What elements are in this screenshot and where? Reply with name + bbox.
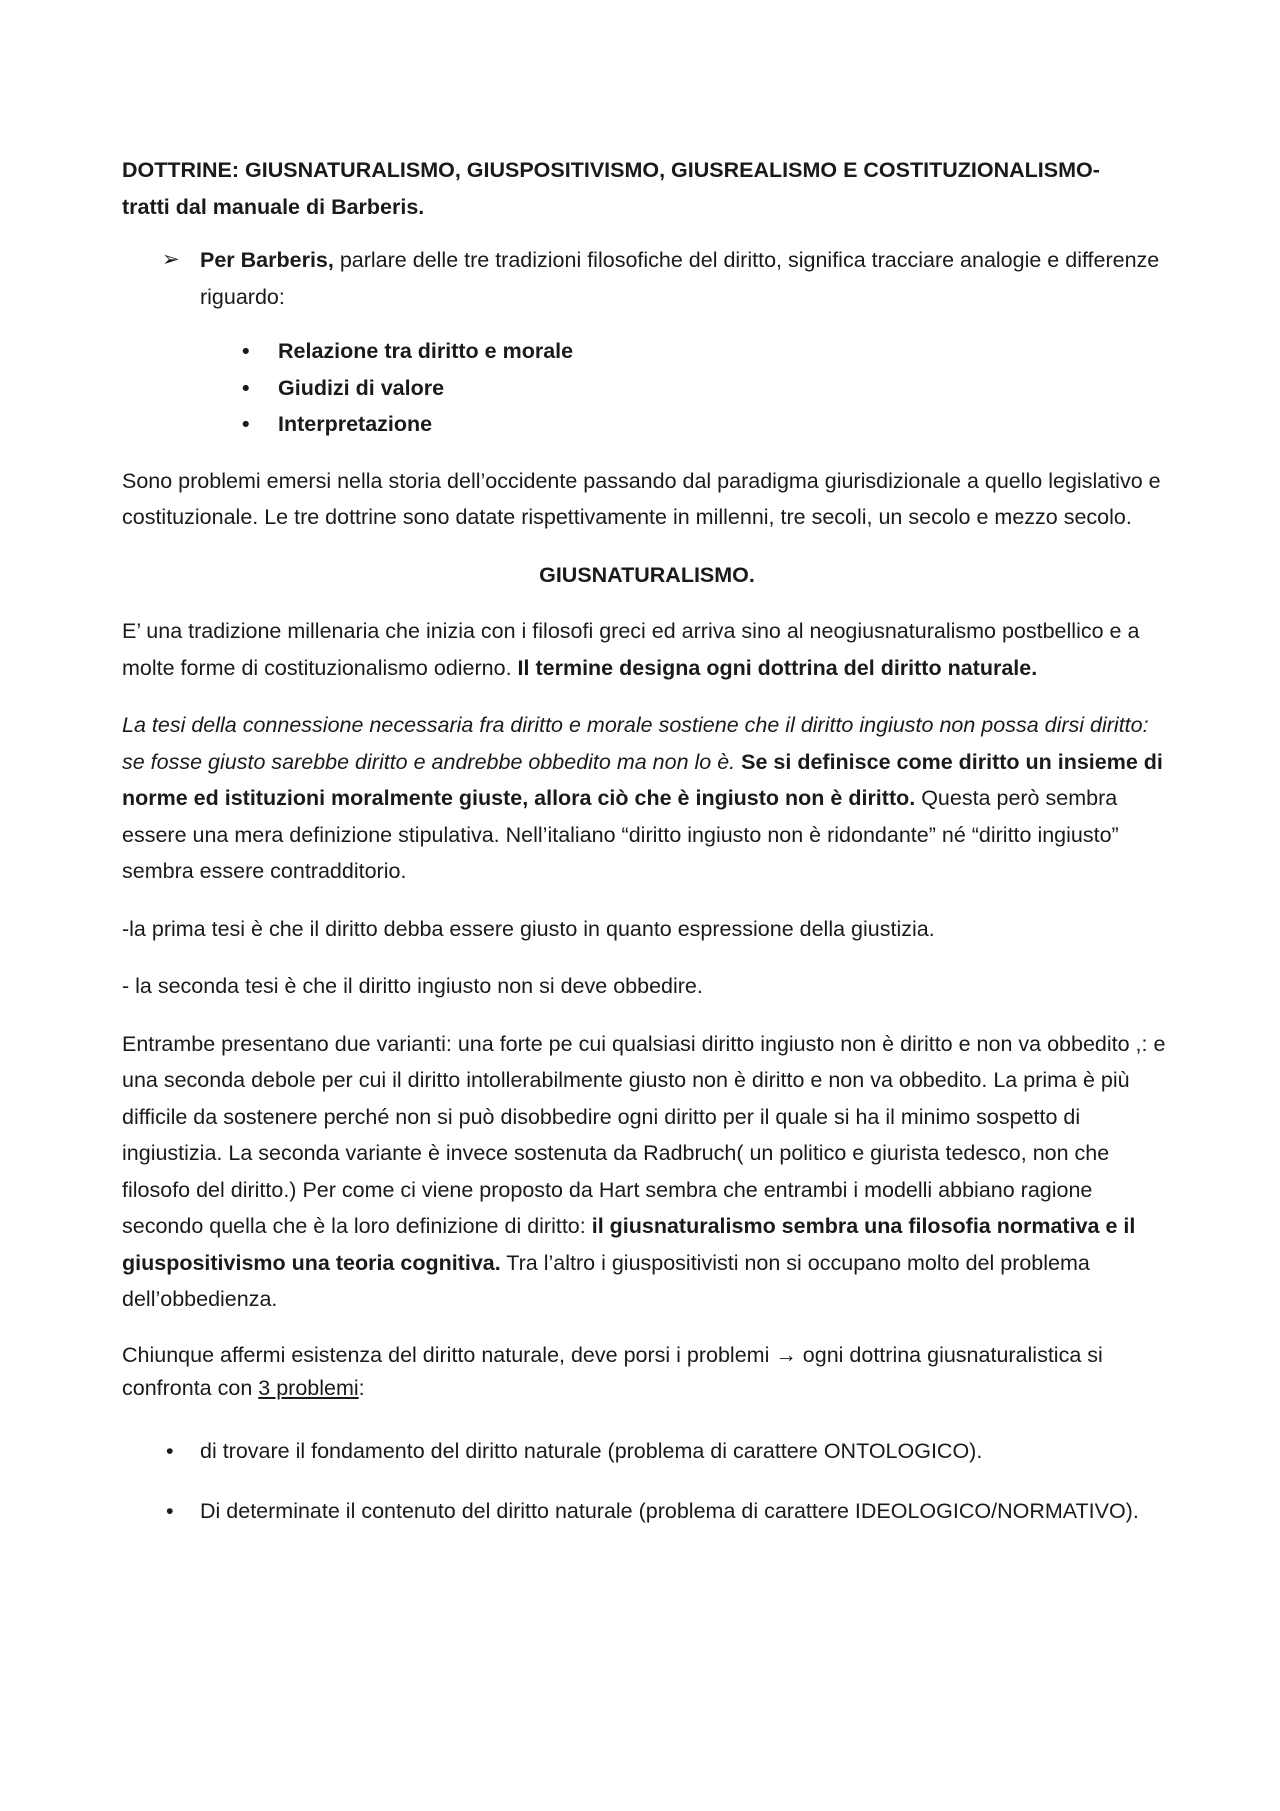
list-item-text: Relazione tra diritto e morale bbox=[278, 339, 574, 363]
paragraph-first-thesis: -la prima tesi è che il diritto debba essere giusto in quanto espressione della giustizia. bbox=[122, 916, 935, 941]
varianti-bold: il giusnaturalismo sembra una filosofia normativa e il giuspositivismo una teoria cognitiva. bbox=[122, 1214, 1136, 1275]
chiunque-text-2: ogni dottrina giusnaturalistica si confronta con bbox=[122, 1342, 1103, 1400]
document-title bbox=[122, 152, 1172, 225]
intro-lead: Per Barberis, bbox=[200, 248, 334, 272]
intro-text bbox=[200, 248, 1159, 309]
list-item bbox=[242, 370, 1172, 407]
varianti-tail: Tra l’altro i giuspositivisti non si occupano molto del problema dell’obbedienza. bbox=[122, 1250, 1090, 1311]
section-heading: GIUSNATURALISMO. bbox=[539, 562, 755, 587]
list-item-text: Giudizi di valore bbox=[278, 375, 445, 400]
bullet-icon: • bbox=[242, 375, 250, 400]
list-item-text: Interpretazione bbox=[278, 412, 433, 436]
list-item-text: Di determinate il contenuto del diritto naturale (problema di carattere IDEOLOGICO/NORMATIVO). bbox=[200, 1499, 1139, 1523]
list-item bbox=[242, 333, 1172, 370]
list-item-text: di trovare il fondamento del diritto naturale (problema di carattere ONTOLOGICO). bbox=[200, 1438, 983, 1463]
chiunque-underlined: 3 problemi bbox=[258, 1375, 359, 1400]
tradition-text: E’ una tradizione millenaria che inizia con i filosofi greci ed arriva sino al neogiusnaturalismo postbellico e a molte forme di costituzionalismo odierno. bbox=[122, 619, 1140, 680]
intro-topics-list bbox=[122, 333, 1172, 443]
list-item bbox=[242, 406, 1172, 443]
document-page bbox=[122, 152, 1172, 1549]
tesi-bold: Se si definisce come diritto un insieme di norme ed istituzioni moralmente giuste, allora ciò che è ingiusto non è diritto. bbox=[122, 749, 1163, 810]
title-line-1: DOTTRINE: GIUSNATURALISMO, GIUSPOSITIVISMO, GIUSREALISMO E COSTITUZIONALISMO- bbox=[122, 158, 1100, 182]
bullet-icon: • bbox=[242, 339, 250, 363]
intro-lead-text: parlare delle tre tradizioni filosofiche del diritto, significa tracciare analogie e differenze riguardo: bbox=[200, 248, 1160, 309]
paragraph-problems: Sono problemi emersi nella storia dell’occidente passando dal paradigma giurisdizionale a quello legislativo e costituzionale. Le tre dottrine sono datate rispettivamente in millenni, tre secoli, un secolo e mezzo secolo. bbox=[122, 468, 1161, 529]
paragraph-second-thesis: - la seconda tesi è che il diritto ingiusto non si deve obbedire. bbox=[122, 974, 703, 998]
tradition-bold: Il termine designa ogni dottrina del diritto naturale. bbox=[517, 655, 1038, 680]
list-item bbox=[166, 1495, 1172, 1528]
paragraph-tradition bbox=[122, 613, 1172, 686]
paragraph-chiunque bbox=[122, 1339, 1172, 1405]
paragraph-varianti bbox=[122, 1026, 1172, 1318]
title-line-2: tratti dal manuale di Barberis. bbox=[122, 194, 425, 219]
arrow-bullet-icon: ➢ bbox=[162, 248, 180, 271]
tesi-italic: La tesi della connessione necessaria fra diritto e morale sostiene che il diritto ingiusto non possa dirsi diritto: se fosse giusto sarebbe diritto e andrebbe obbedito ma non lo è. bbox=[122, 713, 1149, 774]
bullet-icon: • bbox=[166, 1499, 174, 1523]
list-item bbox=[166, 1433, 1172, 1470]
bullet-icon: • bbox=[166, 1438, 174, 1463]
chiunque-text: Chiunque affermi esistenza del diritto naturale, deve porsi i problemi bbox=[122, 1342, 776, 1367]
varianti-text: Entrambe presentano due varianti: una forte pe cui qualsiasi diritto ingiusto non è diritto e non va obbedito ,: e una seconda debole per cui il diritto intollerabilmente giusto non è diritto e non va obbedito. La prima è più difficile da sostenere perché non si può disobbedire ogni diritto per il quale si ha il minimo sospetto di ingiustizia. La seconda variante è invece sostenuta da Radbruch( un politico e giurista tedesco, non che filosofo del diritto.) Per come ci viene proposto da Hart sembra che entrambi i modelli abbiano ragione secondo quella che è la loro definizione di diritto: bbox=[122, 1031, 1166, 1238]
arrow-right-icon: → bbox=[775, 1342, 797, 1367]
chiunque-colon: : bbox=[358, 1375, 365, 1400]
tesi-text: Questa però sembra essere una mera definizione stipulativa. Nell’italiano “diritto ingiusto non è ridondante” né “diritto ingiusto” sembra essere contradditorio. bbox=[122, 786, 1119, 883]
bullet-icon: • bbox=[242, 412, 250, 436]
intro-block bbox=[122, 242, 1172, 315]
paragraph-tesi bbox=[122, 707, 1172, 890]
problems-list bbox=[122, 1433, 1172, 1529]
